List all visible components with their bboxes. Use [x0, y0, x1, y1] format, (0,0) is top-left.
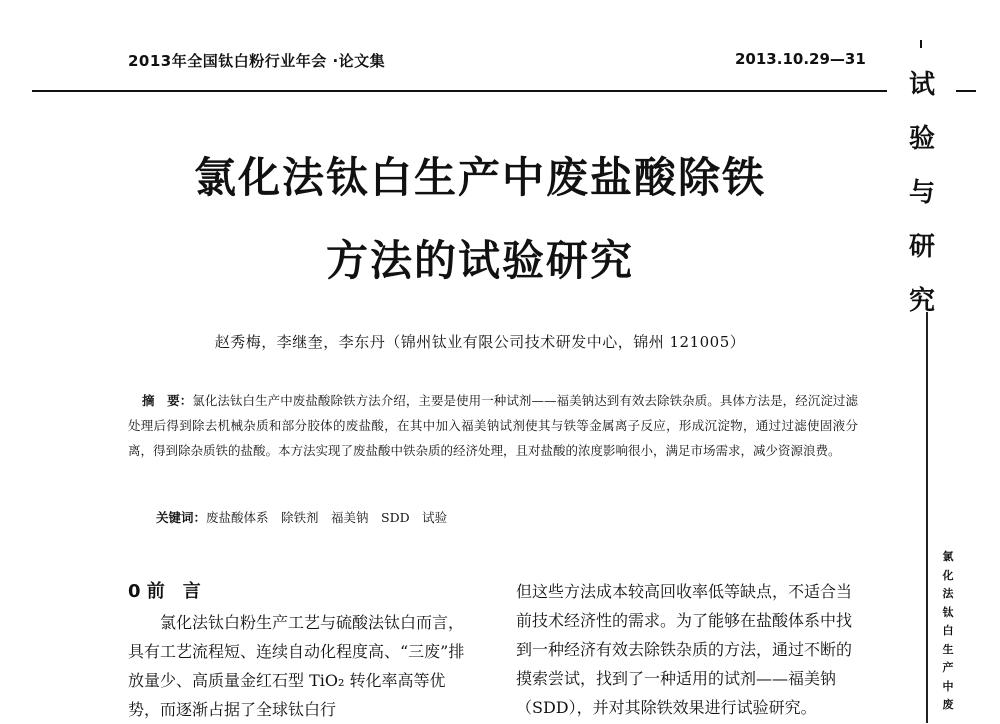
section-char: 究: [908, 286, 935, 316]
running-title-char: 氯: [942, 550, 954, 563]
header-rule: [32, 90, 887, 92]
body-column-right: [516, 577, 866, 722]
paper-title-line-1: 氯化法钛白生产中废盐酸除铁: [193, 153, 766, 202]
section-char: 试: [908, 70, 935, 100]
author-line: 赵秀梅，李继奎，李东丹（锦州钛业有限公司技术研发中心，锦州 121005）: [214, 333, 746, 351]
section-label-vertical: [902, 58, 942, 328]
keywords-label: 关键词：: [156, 510, 207, 525]
body-paragraph: 氯化法钛白粉生产工艺与硫酸法钛白而言，具有工艺流程短、连续自动化程度高、“三废”排放量少、高质量金红石型 TiO₂ 转化率高等优势，而逐渐占据了全球钛白行: [128, 613, 465, 719]
section-char: 与: [908, 178, 935, 208]
section-char: 验: [908, 124, 935, 154]
paper-title-line-2: 方法的试验研究: [325, 236, 634, 285]
body-paragraph: 但这些方法成本较高回收率低等缺点，不适合当前技术经济性的需求。为了能够在盐酸体系中找到一种经济有效去除铁杂质的方法，通过不断的摸索尝试，找到了一种适用的试剂——福美钠（SDD），并对其除铁效果进行试验研究。: [516, 582, 853, 717]
running-title-char: 产: [942, 661, 954, 674]
running-header-left: 2013年全国钛白粉行业年会 ·论文集: [128, 52, 386, 70]
side-header-rule: [956, 90, 976, 92]
running-title-char: 中: [942, 679, 954, 693]
running-title-char: 化: [942, 568, 954, 582]
side-tick-mark: [920, 40, 922, 48]
abstract: [128, 388, 858, 463]
keywords-text: 废盐酸体系 除铁剂 福美钠 SDD 试验: [206, 510, 448, 525]
abstract-text: 氯化法钛白生产中废盐酸除铁方法介绍，主要是使用一种试剂——福美钠达到有效去除铁杂质。具体方法是，经沉淀过滤处理后得到除去机械杂质和部分胶体的废盐酸，在其中加入福美钠试剂使其与铁等金属离子反应，形成沉淀物，通过过滤使固液分离，得到除杂质铁的盐酸。本方法实现了废盐酸中铁杂质的经济处理，且对盐酸的浓度影响很小，满足市场需求，减少资源浪费。: [128, 393, 858, 458]
section-heading: 0 前 言: [128, 581, 201, 602]
running-title-char: 白: [942, 624, 954, 637]
side-vertical-rule: [926, 312, 928, 723]
running-title-char: 法: [942, 587, 954, 600]
running-title-char: 钛: [942, 605, 954, 619]
running-title-char: 生: [942, 642, 954, 656]
section-char: 研: [908, 232, 935, 262]
abstract-label: 摘 要：: [142, 393, 193, 408]
running-header-date: 2013.10.29—31: [735, 50, 866, 68]
keywords: [156, 508, 447, 526]
body-column-left: [128, 608, 473, 724]
running-title-char: 废: [942, 698, 954, 711]
running-title-vertical: [936, 548, 960, 715]
